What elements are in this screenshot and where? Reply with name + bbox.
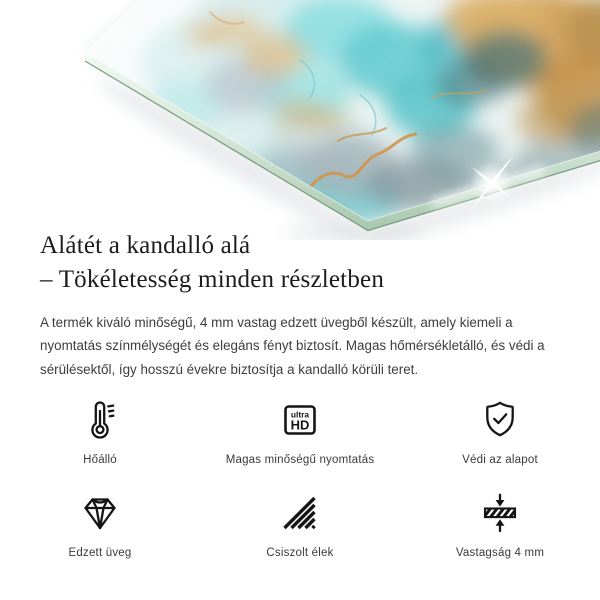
title-line-1: Alátét a kandalló alá bbox=[40, 232, 251, 259]
feature-hd-print bbox=[200, 397, 400, 466]
product-photo bbox=[0, 0, 600, 240]
feature-label: Magas minőségű nyomtatás bbox=[225, 454, 375, 466]
title-line-2: – Tökéletesség minden részletben bbox=[40, 266, 385, 293]
ultra-hd-icon bbox=[278, 397, 322, 443]
thermometer-icon bbox=[78, 397, 122, 443]
feature-heat-resistant bbox=[0, 397, 200, 466]
striped-edge-icon bbox=[278, 490, 322, 536]
feature-label: Vastagság 4 mm bbox=[455, 547, 545, 559]
svg-text:HD: HD bbox=[290, 417, 310, 433]
feature-polished-edges bbox=[200, 490, 400, 559]
svg-text:ultra: ultra bbox=[290, 409, 310, 420]
product-description: A termék kiváló minőségű, 4 mm vastag edzett üvegből készült, amely kiemeli a nyomtatás színmélységét és elegáns fényt biztosít. Magas hőmérsékletálló, és védi a sérülésektől, így hosszú évekre biztosítja a kandalló körüli teret. bbox=[40, 315, 545, 377]
shield-check-icon bbox=[478, 397, 522, 443]
feature-protects-base bbox=[400, 397, 600, 466]
feature-label: Hőálló bbox=[83, 454, 117, 466]
feature-grid bbox=[0, 397, 600, 559]
thickness-icon bbox=[478, 490, 522, 536]
feature-label: Csiszolt élek bbox=[266, 547, 334, 559]
feature-thickness bbox=[400, 490, 600, 559]
feature-tempered-glass bbox=[0, 490, 200, 559]
feature-label: Védi az alapot bbox=[462, 454, 538, 466]
feature-label: Edzett üveg bbox=[68, 547, 132, 559]
diamond-icon bbox=[78, 490, 122, 536]
section-title bbox=[40, 229, 570, 297]
